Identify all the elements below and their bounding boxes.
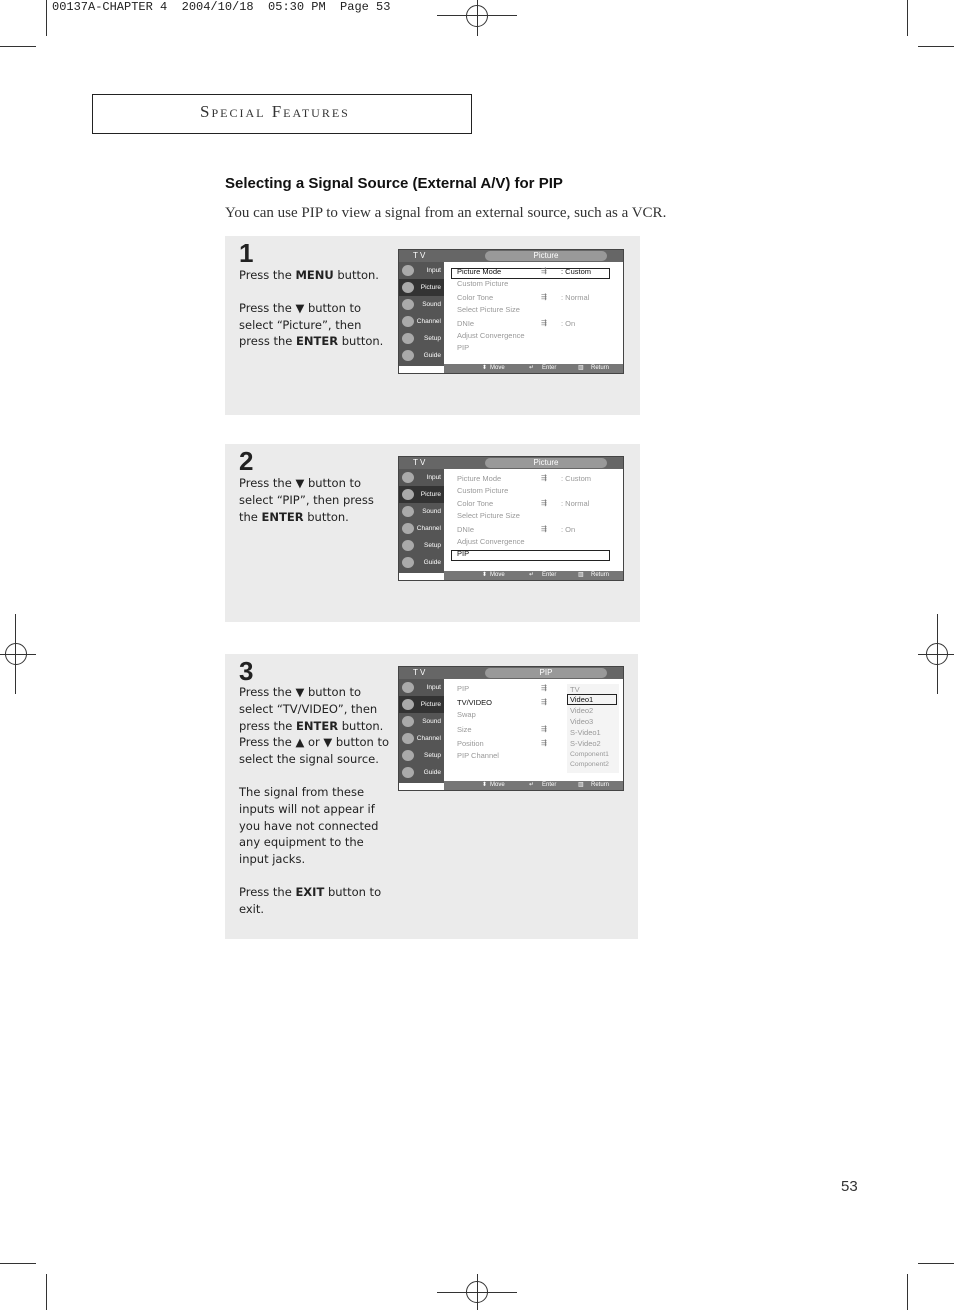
osd-sidebar: Input Picture Sound Channel Setup Guide: [399, 469, 444, 573]
crop-mark: [918, 46, 954, 47]
registration-mark: [5, 643, 27, 665]
menu-icon: ⇶: [541, 268, 547, 275]
step-number: 1: [239, 238, 254, 268]
enter-icon: ↵: [529, 572, 535, 578]
crop-mark: [907, 1274, 908, 1310]
registration-mark: [466, 1281, 488, 1303]
setup-icon: [402, 750, 414, 761]
input-icon: [402, 682, 414, 693]
source-option: S-Video2: [570, 739, 601, 748]
step-instructions: Press the MENU button. Press the ▼ button to select “Picture”, then press the ENTER button.: [239, 268, 384, 349]
menu-icon: ⇶: [541, 320, 547, 327]
menu-icon: ⇶: [541, 294, 547, 301]
enter-icon: ↵: [529, 782, 535, 788]
guide-icon: [402, 350, 414, 361]
menu-icon: ⇶: [541, 699, 547, 706]
crop-mark: [918, 1263, 954, 1264]
osd-title: Picture: [485, 458, 607, 468]
return-icon: ▥: [578, 782, 584, 788]
section-title: Special Features: [200, 102, 350, 121]
osd-footer: ⬍ Move ↵ Enter ▥ Return: [444, 364, 624, 373]
print-header: 00137A-CHAPTER 4 2004/10/18 05:30 PM Page 53: [52, 0, 391, 14]
setup-icon: [402, 333, 414, 344]
step-instructions: Press the ▼ button to select “TV/VIDEO”, then press the ENTER button. Press the ▲ or ▼ button to select the signal source. The signal from these inputs will not appear if you have not connected any equipment to the input jacks. Press the EXIT button to exit.: [239, 685, 389, 916]
source-option: Component2: [570, 761, 609, 768]
crop-mark: [0, 1263, 36, 1264]
channel-icon: [402, 316, 414, 327]
step-3-panel: [225, 654, 638, 939]
crop-mark: [46, 1274, 47, 1310]
source-list: [567, 684, 619, 773]
step-2-panel: [225, 444, 640, 622]
enter-icon: ↵: [529, 365, 535, 371]
selection-highlight: [451, 550, 610, 561]
step-instructions: Press the ▼ button to select “PIP”, then press the ENTER button.: [239, 476, 374, 524]
menu-icon: ⇶: [541, 726, 547, 733]
picture-icon: [402, 699, 414, 710]
move-icon: ⬍: [482, 365, 488, 371]
osd-sidebar: Input Picture Sound Channel Setup Guide: [399, 679, 444, 783]
intro-text: You can use PIP to view a signal from an external source, such as a VCR.: [225, 205, 667, 221]
source-option: Component1: [570, 751, 609, 758]
heading: Selecting a Signal Source (External A/V) for PIP: [225, 175, 563, 192]
sound-icon: [402, 299, 414, 310]
menu-icon: ⇶: [541, 685, 547, 692]
menu-icon: ⇶: [541, 526, 547, 533]
source-option: Video3: [570, 717, 594, 726]
step-1-panel: [225, 236, 640, 415]
osd-screen: T V PIP Input Picture Sound Channel Setup Guide PIP ⇶ TV/VIDEO ⇶ Swap Size ⇶ Position ⇶ PIP Channel TV Video1 Video2 Video3 S-Video1 S-Video2 Component1 Component2 ⬍ Move ↵ Enter ▥ Return: [398, 666, 624, 791]
step-number: 3: [239, 656, 254, 686]
guide-icon: [402, 767, 414, 778]
page-number: 53: [841, 1178, 858, 1195]
return-icon: ▥: [578, 365, 584, 371]
source-option: TV: [570, 685, 580, 694]
input-icon: [402, 265, 414, 276]
move-icon: ⬍: [482, 572, 488, 578]
menu-icon: ⇶: [541, 740, 547, 747]
step-number: 2: [239, 446, 254, 476]
picture-icon: [402, 282, 414, 293]
source-option: Video2: [570, 706, 594, 715]
osd-screen: T V Picture Input Picture Sound Channel Setup Guide Picture Mode ⇶ : Custom Custom Picture Color Tone ⇶ : Normal Select Picture Size DNIe ⇶ : On Adjust Convergence PIP ⬍ Move ↵ Enter ▥ Return: [398, 249, 624, 374]
crop-mark: [0, 46, 36, 47]
sound-icon: [402, 506, 414, 517]
osd-screen: T V Picture Input Picture Sound Channel Setup Guide Picture Mode ⇶ : Custom Custom Picture Color Tone ⇶ : Normal Select Picture Size DNIe ⇶ : On Adjust Convergence PIP ⬍ Move ↵ Enter ▥ Return: [398, 456, 624, 581]
menu-icon: ⇶: [541, 500, 547, 507]
registration-mark: [466, 5, 488, 27]
channel-icon: [402, 523, 414, 534]
input-icon: [402, 472, 414, 483]
crop-mark: [46, 0, 47, 36]
return-icon: ▥: [578, 572, 584, 578]
setup-icon: [402, 540, 414, 551]
channel-icon: [402, 733, 414, 744]
source-option: Video1: [570, 695, 594, 704]
osd-footer: ⬍ Move ↵ Enter ▥ Return: [444, 781, 624, 790]
registration-mark: [926, 643, 948, 665]
move-icon: ⬍: [482, 782, 488, 788]
menu-icon: ⇶: [541, 475, 547, 482]
crop-mark: [907, 0, 908, 36]
sound-icon: [402, 716, 414, 727]
osd-footer: ⬍ Move ↵ Enter ▥ Return: [444, 571, 624, 580]
osd-title: Picture: [485, 251, 607, 261]
guide-icon: [402, 557, 414, 568]
osd-title: PIP: [485, 668, 607, 678]
source-option: S-Video1: [570, 728, 601, 737]
osd-sidebar: Input Picture Sound Channel Setup Guide: [399, 262, 444, 366]
picture-icon: [402, 489, 414, 500]
